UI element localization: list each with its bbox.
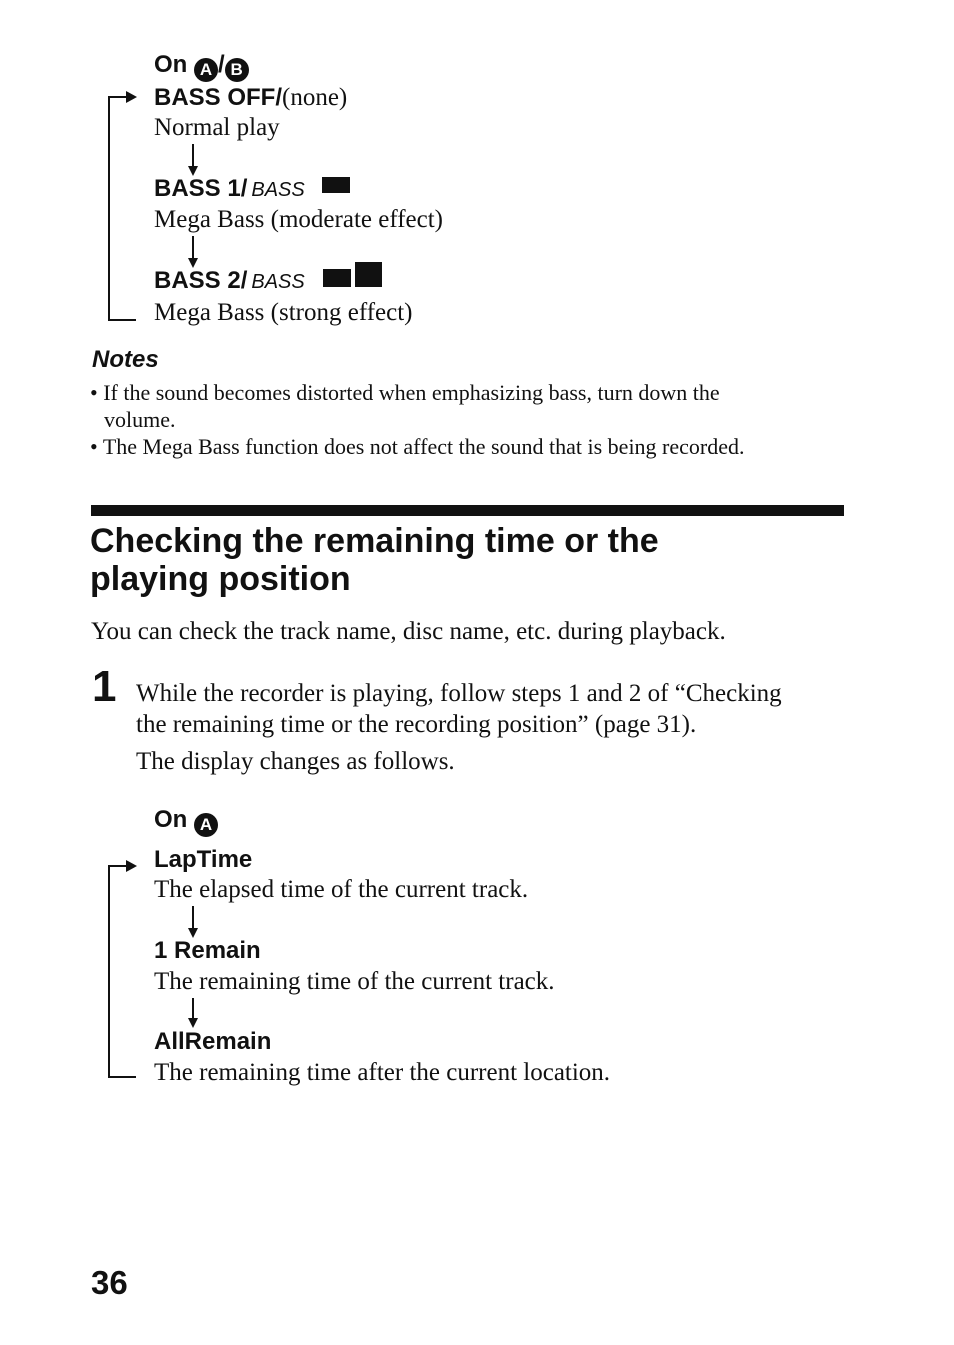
arrow-shaft-3 xyxy=(192,906,194,930)
bass-level-2a-icon xyxy=(323,269,351,287)
page-number: 36 xyxy=(91,1264,128,1301)
bass-off-suffix: (none) xyxy=(282,84,348,111)
badge-b-icon: B xyxy=(225,58,249,82)
note-2-text: The Mega Bass function does not affect the sound that is being recorded. xyxy=(102,434,745,459)
bullet-icon: • xyxy=(90,380,98,405)
heading-line-1: Checking the remaining time or the xyxy=(90,522,659,560)
badge-a-icon: A xyxy=(194,813,218,837)
time-on-label xyxy=(154,807,218,837)
loop-bracket-top xyxy=(108,96,128,98)
down-arrow-icon xyxy=(188,1018,198,1028)
laptime-label: LapTime xyxy=(154,846,253,873)
bass-off-label: BASS OFF/ xyxy=(154,84,283,111)
arrow-shaft-2 xyxy=(192,236,194,260)
bass-1-desc: Mega Bass (moderate effect) xyxy=(154,206,443,233)
loop-bracket-bottom xyxy=(108,1076,136,1078)
note-2 xyxy=(90,433,745,460)
step-1-line-3: The display changes as follows. xyxy=(136,748,455,775)
slash-text: / xyxy=(218,51,225,78)
arrow-shaft-1 xyxy=(192,144,194,168)
remain-label: 1 Remain xyxy=(154,937,261,964)
step-1-line-1: While the recorder is playing, follow steps 1 and 2 of “Checking xyxy=(136,680,782,707)
step-1-line-2: the remaining time or the recording position” (page 31). xyxy=(136,711,697,738)
laptime-desc: The elapsed time of the current track. xyxy=(154,876,529,903)
allremain-label: AllRemain xyxy=(154,1028,272,1055)
step-number: 1 xyxy=(92,662,117,711)
allremain-desc: The remaining time after the current location. xyxy=(154,1059,611,1086)
on-text: On xyxy=(154,51,188,78)
loop-arrow-icon xyxy=(126,91,137,103)
bass-level-2b-icon xyxy=(355,262,382,287)
bass-off-item xyxy=(154,84,347,112)
note-1-text: If the sound becomes distorted when emphasizing bass, turn down the xyxy=(103,380,720,405)
bass-2-icon-text: BASS xyxy=(251,271,305,293)
bass-on-label xyxy=(154,52,249,82)
on-text: On xyxy=(154,806,188,833)
bass-2-label: BASS 2/ xyxy=(154,267,248,294)
bass-1-item xyxy=(154,176,305,202)
bass-level-1-icon xyxy=(322,177,350,193)
bass-2-desc: Mega Bass (strong effect) xyxy=(154,299,413,326)
bass-off-desc: Normal play xyxy=(154,114,280,141)
bass-1-label: BASS 1/ xyxy=(154,175,248,202)
note-1-continued: volume. xyxy=(104,407,176,432)
loop-bracket-vertical xyxy=(108,96,110,321)
section-rule xyxy=(91,505,844,516)
intro-text: You can check the track name, disc name, etc. during playback. xyxy=(91,618,726,645)
bass-2-item xyxy=(154,268,305,294)
loop-bracket-vertical xyxy=(108,865,110,1078)
badge-a-icon: A xyxy=(194,58,218,82)
heading-line-2: playing position xyxy=(90,560,351,598)
loop-bracket-top xyxy=(108,865,128,867)
bullet-icon: • xyxy=(90,434,98,459)
arrow-shaft-4 xyxy=(192,998,194,1020)
loop-bracket-bottom xyxy=(108,319,136,321)
loop-arrow-icon xyxy=(126,860,137,872)
remain-desc: The remaining time of the current track. xyxy=(154,968,555,995)
note-1 xyxy=(90,379,720,406)
bass-1-icon-text: BASS xyxy=(251,179,305,201)
section-heading xyxy=(90,522,659,598)
notes-title: Notes xyxy=(92,346,159,373)
